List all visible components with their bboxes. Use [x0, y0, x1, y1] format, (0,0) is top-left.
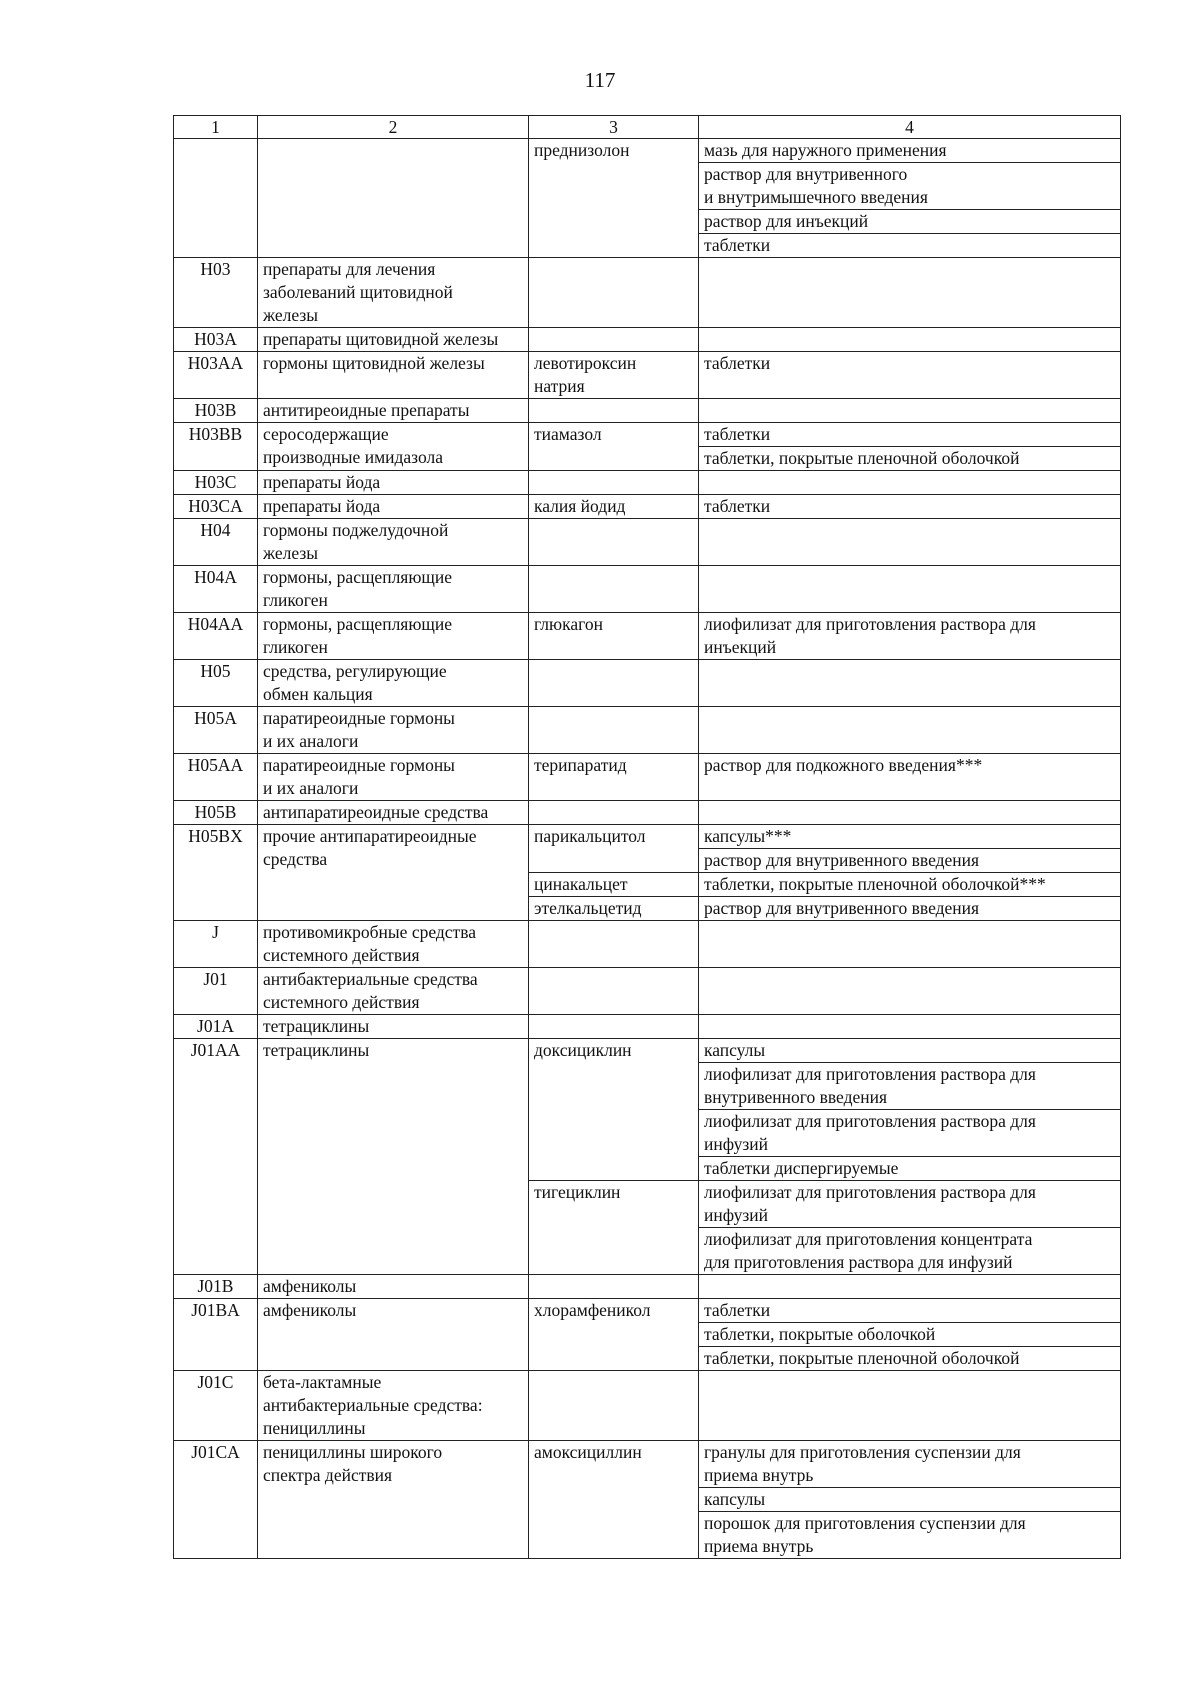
drug-name: глюкагон: [529, 613, 699, 660]
atc-code: H05A: [174, 707, 258, 754]
table-row: [174, 423, 1121, 447]
drug-name: [529, 660, 699, 707]
drug-name: [529, 328, 699, 352]
column-header: 4: [699, 116, 1121, 139]
dosage-form: таблетки диспергируемые: [699, 1157, 1121, 1181]
atc-code: H03C: [174, 471, 258, 495]
header-row: [174, 116, 1121, 139]
atc-code: H05: [174, 660, 258, 707]
group-name: препараты йода: [258, 471, 529, 495]
drug-name: [529, 1371, 699, 1441]
atc-code: J: [174, 921, 258, 968]
table-row: [174, 139, 1121, 163]
dosage-form: таблетки: [699, 234, 1121, 258]
dosage-form: таблетки, покрытые пленочной оболочкой: [699, 1347, 1121, 1371]
table-row: [174, 1441, 1121, 1488]
dosage-form: [699, 968, 1121, 1015]
group-name: тетрациклины: [258, 1039, 529, 1275]
column-header: 3: [529, 116, 699, 139]
table-body: [174, 139, 1121, 1559]
group-name: антипаратиреоидные средства: [258, 801, 529, 825]
dosage-form: [699, 566, 1121, 613]
dosage-form: таблетки: [699, 1299, 1121, 1323]
group-name: прочие антипаратиреоидные средства: [258, 825, 529, 921]
atc-code: H04A: [174, 566, 258, 613]
atc-code: H03: [174, 258, 258, 328]
drug-name: [529, 471, 699, 495]
table-row: [174, 495, 1121, 519]
dosage-form: таблетки, покрытые пленочной оболочкой: [699, 447, 1121, 471]
drug-name: [529, 1015, 699, 1039]
drug-name: этелкальцетид: [529, 897, 699, 921]
atc-code: [174, 139, 258, 258]
group-name: пенициллины широкого спектра действия: [258, 1441, 529, 1559]
table-row: [174, 1275, 1121, 1299]
atc-code: J01BA: [174, 1299, 258, 1371]
atc-code: H03AA: [174, 352, 258, 399]
drug-name: [529, 968, 699, 1015]
dosage-form: раствор для инъекций: [699, 210, 1121, 234]
table-row: [174, 519, 1121, 566]
dosage-form: лиофилизат для приготовления концентрата для приготовления раствора для инфузий: [699, 1228, 1121, 1275]
dosage-form: таблетки, покрытые оболочкой: [699, 1323, 1121, 1347]
page-number: 117: [584, 68, 616, 92]
atc-code: H03B: [174, 399, 258, 423]
dosage-form: капсулы: [699, 1488, 1121, 1512]
table-row: [174, 328, 1121, 352]
group-name: паратиреоидные гормоны и их аналоги: [258, 754, 529, 801]
drug-name: [529, 399, 699, 423]
dosage-form: лиофилизат для приготовления раствора для внутривенного введения: [699, 1063, 1121, 1110]
atc-code: J01B: [174, 1275, 258, 1299]
dosage-form: капсулы***: [699, 825, 1121, 849]
group-name: антитиреоидные препараты: [258, 399, 529, 423]
dosage-form: [699, 1015, 1121, 1039]
table-row: [174, 825, 1121, 849]
drug-name: [529, 566, 699, 613]
group-name: антибактериальные средства системного действия: [258, 968, 529, 1015]
drug-name: тигециклин: [529, 1181, 699, 1275]
table-row: [174, 707, 1121, 754]
dosage-form: раствор для внутривенного и внутримышечного введения: [699, 163, 1121, 210]
table-row: [174, 258, 1121, 328]
atc-code: H05AA: [174, 754, 258, 801]
atc-code: H04AA: [174, 613, 258, 660]
drug-name: левотироксин натрия: [529, 352, 699, 399]
dosage-form: порошок для приготовления суспензии для приема внутрь: [699, 1512, 1121, 1559]
table-row: [174, 613, 1121, 660]
table-row: [174, 1299, 1121, 1323]
dosage-form: мазь для наружного применения: [699, 139, 1121, 163]
dosage-form: лиофилизат для приготовления раствора для инъекций: [699, 613, 1121, 660]
group-name: гормоны, расщепляющие гликоген: [258, 613, 529, 660]
atc-code: H03BB: [174, 423, 258, 471]
dosage-form: [699, 801, 1121, 825]
dosage-form: [699, 399, 1121, 423]
drug-name: [529, 707, 699, 754]
drug-name: парикальцитол: [529, 825, 699, 873]
dosage-form: [699, 1275, 1121, 1299]
table-row: [174, 1015, 1121, 1039]
group-name: гормоны поджелудочной железы: [258, 519, 529, 566]
atc-code: J01AA: [174, 1039, 258, 1275]
drug-name: [529, 258, 699, 328]
table-row: [174, 1039, 1121, 1063]
atc-code: J01CA: [174, 1441, 258, 1559]
dosage-form: [699, 921, 1121, 968]
atc-code: J01: [174, 968, 258, 1015]
table-row: [174, 471, 1121, 495]
drug-name: амоксициллин: [529, 1441, 699, 1559]
atc-code: J01C: [174, 1371, 258, 1441]
drug-name: [529, 1275, 699, 1299]
dosage-form: [699, 328, 1121, 352]
drug-name: [529, 801, 699, 825]
table-row: [174, 399, 1121, 423]
column-header: 1: [174, 116, 258, 139]
dosage-form: [699, 707, 1121, 754]
table-row: [174, 968, 1121, 1015]
dosage-form: таблетки, покрытые пленочной оболочкой***: [699, 873, 1121, 897]
atc-code: H03A: [174, 328, 258, 352]
table-row: [174, 352, 1121, 399]
group-name: гормоны щитовидной железы: [258, 352, 529, 399]
dosage-form: [699, 660, 1121, 707]
dosage-form: таблетки: [699, 423, 1121, 447]
group-name: препараты йода: [258, 495, 529, 519]
dosage-form: капсулы: [699, 1039, 1121, 1063]
drug-name: терипаратид: [529, 754, 699, 801]
group-name: бета-лактамные антибактериальные средства: пенициллины: [258, 1371, 529, 1441]
group-name: средства, регулирующие обмен кальция: [258, 660, 529, 707]
dosage-form: [699, 519, 1121, 566]
atc-code: J01A: [174, 1015, 258, 1039]
drug-name: преднизолон: [529, 139, 699, 258]
group-name: амфениколы: [258, 1275, 529, 1299]
atc-code: H03CA: [174, 495, 258, 519]
dosage-form: [699, 1371, 1121, 1441]
dosage-form: лиофилизат для приготовления раствора для инфузий: [699, 1110, 1121, 1157]
group-name: гормоны, расщепляющие гликоген: [258, 566, 529, 613]
dosage-form: лиофилизат для приготовления раствора для инфузий: [699, 1181, 1121, 1228]
group-name: паратиреоидные гормоны и их аналоги: [258, 707, 529, 754]
group-name: противомикробные средства системного действия: [258, 921, 529, 968]
atc-code: H05BX: [174, 825, 258, 921]
dosage-form: раствор для внутривенного введения: [699, 849, 1121, 873]
dosage-form: раствор для подкожного введения***: [699, 754, 1121, 801]
atc-drug-table: [173, 115, 1121, 1559]
drug-name: доксициклин: [529, 1039, 699, 1181]
group-name: тетрациклины: [258, 1015, 529, 1039]
dosage-form: гранулы для приготовления суспензии для приема внутрь: [699, 1441, 1121, 1488]
drug-name: цинакальцет: [529, 873, 699, 897]
column-header: 2: [258, 116, 529, 139]
group-name: препараты для лечения заболеваний щитовидной железы: [258, 258, 529, 328]
drug-name: хлорамфеникол: [529, 1299, 699, 1371]
drug-name: [529, 921, 699, 968]
dosage-form: таблетки: [699, 352, 1121, 399]
dosage-form: [699, 258, 1121, 328]
drug-name: тиамазол: [529, 423, 699, 471]
group-name: серосодержащие производные имидазола: [258, 423, 529, 471]
dosage-form: таблетки: [699, 495, 1121, 519]
dosage-form: раствор для внутривенного введения: [699, 897, 1121, 921]
table-row: [174, 1371, 1121, 1441]
drug-name: калия йодид: [529, 495, 699, 519]
group-name: препараты щитовидной железы: [258, 328, 529, 352]
table-row: [174, 754, 1121, 801]
table-row: [174, 801, 1121, 825]
group-name: амфениколы: [258, 1299, 529, 1371]
table-row: [174, 660, 1121, 707]
atc-code: H04: [174, 519, 258, 566]
dosage-form: [699, 471, 1121, 495]
table-row: [174, 566, 1121, 613]
table-row: [174, 921, 1121, 968]
atc-code: H05B: [174, 801, 258, 825]
group-name: [258, 139, 529, 258]
drug-name: [529, 519, 699, 566]
